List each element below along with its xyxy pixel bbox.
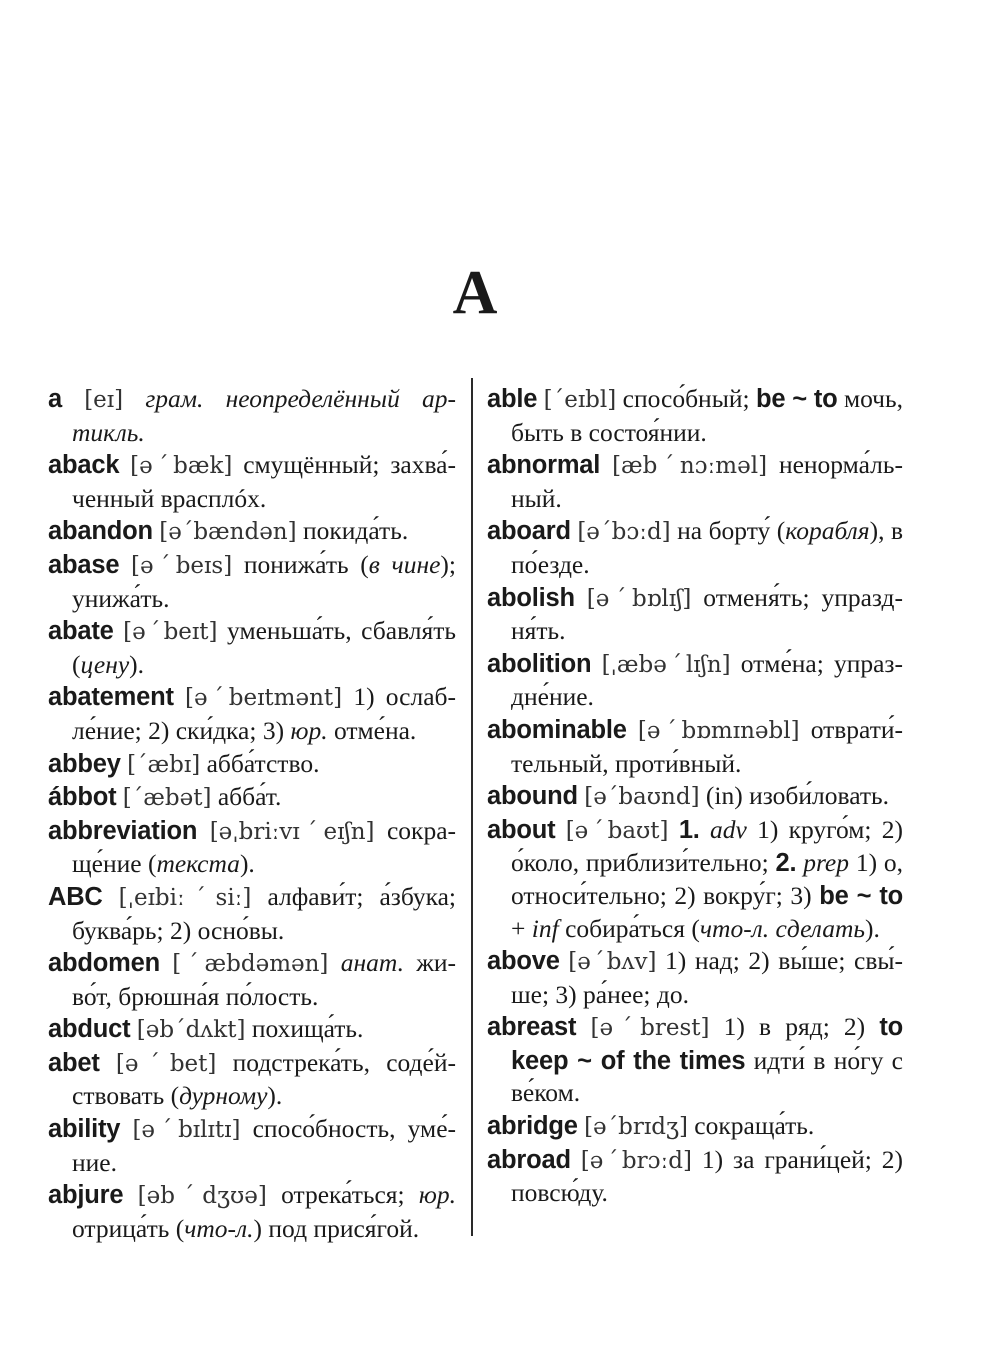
dictionary-entry <box>487 780 903 814</box>
transcription: [əˊbrest] <box>590 1015 710 1042</box>
dictionary-entry <box>48 615 456 681</box>
definition: 1) за грани́цей; 2) повсю́ду. <box>511 1144 904 1208</box>
transcription: [əˌbriːvɪˊeɪʃn] <box>209 818 375 845</box>
dictionary-entry <box>487 945 903 1011</box>
transcription: [ˊæbɪ] <box>127 751 201 778</box>
transcription: [ˌeɪbiːˊsiː] <box>118 884 252 911</box>
definition: спосо́бность, уме́ние. <box>72 1114 457 1177</box>
definition: подстрека́ть, соде́йствовать ( <box>72 1047 456 1111</box>
phrase: 1. <box>678 815 700 844</box>
definition: отменя́ть; упраздня́ть. <box>511 582 903 646</box>
definition: 1) круго́м; 2) о́коло, приблизи́тельно; <box>511 814 904 878</box>
definition: отме́на. <box>327 715 417 745</box>
definition: идти́ в но́гу с ве́ком. <box>511 1045 903 1108</box>
headword: abroad <box>487 1145 571 1174</box>
definition: ). <box>864 913 880 943</box>
transcription: [əˊbɪlɪtɪ] <box>132 1117 241 1144</box>
grammar-label: prep <box>796 848 849 878</box>
headword: abatement <box>48 683 174 712</box>
transcription: [əˊbɒmɪnəbl] <box>637 717 800 744</box>
headword: abnormal <box>487 451 601 480</box>
headword: a <box>48 385 62 413</box>
headword: abbey <box>48 749 121 778</box>
headword: abase <box>48 550 120 579</box>
transcription: [əˊbet] <box>115 1050 217 1077</box>
dictionary-entry <box>48 748 456 782</box>
definition: отме́на; упраздне́ние. <box>511 648 903 712</box>
dictionary-entry <box>48 881 456 947</box>
dictionary-entry <box>48 449 456 515</box>
definition: отрица́ть ( <box>72 1213 185 1243</box>
dictionary-entry <box>48 1013 456 1047</box>
right-column <box>487 383 903 1210</box>
transcription: [əˊbeɪtmənt] <box>184 685 343 712</box>
definition: сокраще́ние ( <box>72 815 457 879</box>
grammar-label: дурному <box>179 1081 268 1111</box>
dictionary-entry <box>487 714 903 780</box>
dictionary-entry <box>48 681 456 747</box>
definition: ). <box>129 649 145 679</box>
headword: abjure <box>48 1181 124 1210</box>
definition: ) под прися́гой. <box>253 1213 420 1243</box>
definition: покида́ть. <box>302 516 409 546</box>
transcription: [əˊbeɪs] <box>131 552 233 579</box>
transcription: [əbˊdʒʊə] <box>137 1183 267 1210</box>
dictionary-entry <box>487 449 903 515</box>
dictionary-entry <box>487 582 903 648</box>
definition: 1) в ряд; 2) <box>723 1012 880 1042</box>
dictionary-entry <box>487 648 903 714</box>
dictionary-entry <box>48 947 456 1013</box>
definition: (in) изоби́ловать. <box>705 781 890 811</box>
phrase: to keep ~ of the times <box>511 1013 903 1075</box>
transcription: [əbˊdʌkt] <box>136 1017 246 1044</box>
dictionary-entry <box>487 814 903 945</box>
headword: abandon <box>48 517 153 546</box>
headword: ábbot <box>48 783 117 812</box>
headword: abduct <box>48 1015 131 1044</box>
grammar-label: adv <box>699 814 747 844</box>
definition: спосо́бный; <box>622 384 756 413</box>
headword: able <box>487 385 538 413</box>
dictionary-entry <box>48 383 456 449</box>
dictionary-entry <box>487 1011 903 1110</box>
dictionary-entry <box>48 781 456 815</box>
definition: 1) о, относи́тельно; 2) вокру́г; 3) <box>511 848 903 910</box>
definition: абба́тство. <box>206 748 320 778</box>
dictionary-entry <box>487 1144 903 1210</box>
definition: отрека́ться; <box>281 1180 419 1210</box>
column-divider <box>471 378 473 1236</box>
headword: abdomen <box>48 949 160 978</box>
transcription: [æbˊnɔːməl] <box>612 453 768 480</box>
definition: алфави́т; а́збука; буква́рь; 2) осно́вы. <box>72 881 457 945</box>
grammar-label: анат. <box>340 948 404 978</box>
transcription: [ˊæbət] <box>122 785 212 812</box>
headword: aboard <box>487 517 571 546</box>
grammar-label: что-л. сделать <box>699 913 865 943</box>
headword: above <box>487 947 560 976</box>
grammar-label: юр. <box>290 715 328 745</box>
dictionary-entry <box>48 1179 456 1245</box>
headword: abominable <box>487 715 627 744</box>
transcription: [əˊbɔːd] <box>577 519 671 546</box>
definition: + <box>511 913 532 943</box>
headword: abreast <box>487 1013 577 1042</box>
grammar-label: текста <box>156 849 240 879</box>
phrase: 2. <box>775 849 797 878</box>
phrase: be ~ to <box>755 385 838 413</box>
grammar-label: inf <box>531 913 559 943</box>
transcription: [əˊbaʊnd] <box>584 784 700 811</box>
headword: abate <box>48 617 114 646</box>
headword: abound <box>487 782 578 811</box>
headword: ability <box>48 1115 121 1144</box>
definition: сокраща́ть. <box>694 1111 815 1141</box>
transcription: [əˊbæk] <box>130 453 233 480</box>
transcription: [əˊbaʊt] <box>565 817 669 844</box>
definition: собира́ться ( <box>558 913 700 943</box>
definition: 1) ослабле́ние; 2) ски́дка; 3) <box>72 682 457 745</box>
definition: живо́т, брюшна́я по́лость. <box>72 948 456 1011</box>
phrase: be ~ to <box>819 881 903 910</box>
definition: на борту́ ( <box>677 516 786 546</box>
headword: abet <box>48 1048 100 1077</box>
dictionary-entry <box>487 515 903 581</box>
transcription: [ˊæbdəmən] <box>172 951 329 978</box>
definition: 1) над; 2) вы́ше; свы́ше; 3) ра́нее; до. <box>511 946 903 1009</box>
definition: отврати́тельный, проти́вный. <box>511 714 903 778</box>
transcription: [əˊbrɪdʒ] <box>584 1114 688 1141</box>
transcription: [əˊbændən] <box>159 519 297 546</box>
dictionary-entry <box>48 515 456 549</box>
grammar-label: цену <box>80 649 130 679</box>
dictionary-entry <box>48 1113 456 1179</box>
definition: смущённый; захва́ченный врасплóх. <box>72 450 457 513</box>
headword: abolition <box>487 649 592 678</box>
grammar-label: что-л. <box>184 1213 254 1243</box>
transcription: [əˊbrɔːd] <box>580 1147 692 1174</box>
transcription: [əˊbeɪt] <box>123 619 218 646</box>
dictionary-entry <box>48 1047 456 1113</box>
section-letter: A <box>452 259 498 327</box>
left-column <box>48 383 456 1245</box>
grammar-label: в чине <box>368 549 441 579</box>
transcription: [ˌæbəˊlɪʃn] <box>601 651 731 678</box>
headword: aback <box>48 451 120 480</box>
transcription: [ˊeɪbl] <box>543 387 617 413</box>
dictionary-entry <box>48 815 456 881</box>
definition: уменьша́ть, сбавля́ть ( <box>72 616 457 679</box>
dictionary-entry <box>48 549 456 615</box>
definition: мочь, быть в состоя́нии. <box>511 384 904 447</box>
definition: ненорма́льный. <box>511 450 904 513</box>
headword: abridge <box>487 1112 578 1141</box>
grammar-label: юр. <box>418 1180 457 1210</box>
dictionary-entry <box>487 383 903 449</box>
definition: ); унижа́ть. <box>72 549 456 613</box>
definition: ), в по́езде. <box>511 516 904 579</box>
definition: похища́ть. <box>251 1014 364 1044</box>
headword: ABC <box>48 882 103 911</box>
definition: абба́т. <box>217 782 282 812</box>
definition: ). <box>239 849 255 879</box>
headword: abolish <box>487 583 575 612</box>
transcription: [əˊbɒlɪʃ] <box>586 585 692 612</box>
definition: ). <box>267 1081 283 1111</box>
headword: about <box>487 815 556 844</box>
grammar-label: корабля <box>785 516 870 546</box>
grammar-label: грам. неопределённый артикль. <box>72 384 457 447</box>
headword: abbreviation <box>48 816 198 845</box>
dictionary-entry <box>487 1110 903 1144</box>
transcription: [eɪ] <box>84 387 124 413</box>
transcription: [əˊbʌv] <box>568 949 657 976</box>
definition: понижа́ть ( <box>243 549 369 579</box>
